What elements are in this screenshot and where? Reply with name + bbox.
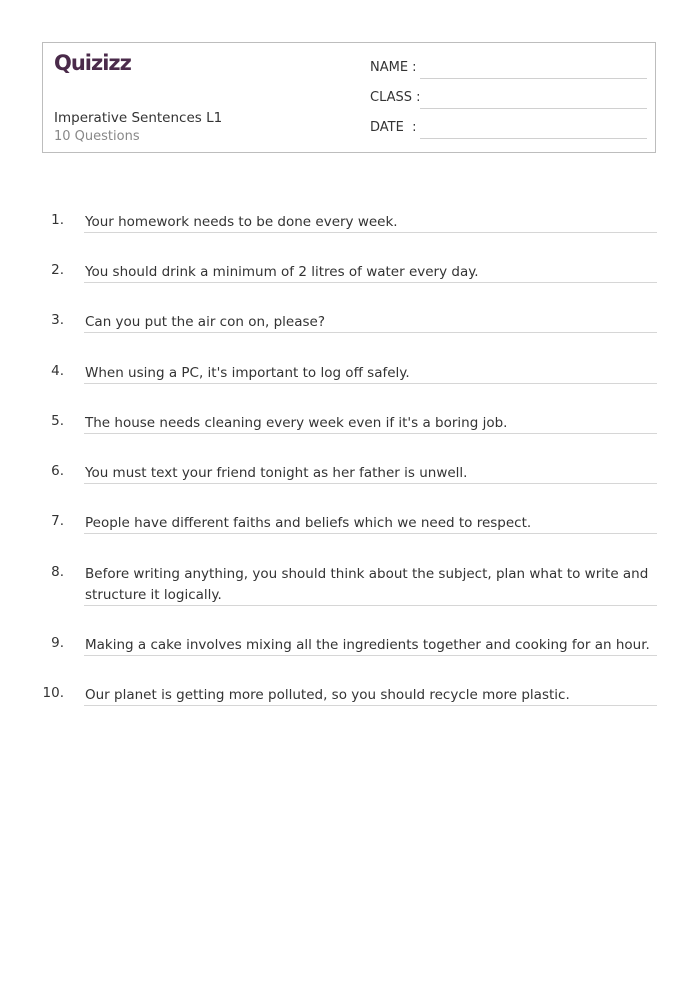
- question-number: 10.: [42, 685, 64, 701]
- date-label: DATE :: [370, 120, 417, 135]
- answer-line: [84, 332, 657, 333]
- question-text: Making a cake involves mixing all the ingredients together and cooking for an hour.: [85, 637, 650, 653]
- question-text: Our planet is getting more polluted, so you should recycle more plastic.: [85, 687, 570, 703]
- name-label: NAME :: [370, 60, 417, 75]
- question-text: People have different faiths and beliefs which we need to respect.: [85, 515, 532, 531]
- worksheet-title: Imperative Sentences L1: [54, 110, 223, 126]
- answer-line: [84, 705, 657, 706]
- date-line: [420, 138, 647, 139]
- name-line: [420, 78, 647, 79]
- answer-line: [84, 433, 657, 434]
- answer-line: [84, 533, 657, 534]
- answer-line: [84, 282, 657, 283]
- question-number: 5.: [51, 413, 64, 429]
- answer-line: [84, 232, 657, 233]
- question-number: 3.: [51, 312, 64, 328]
- question-number: 7.: [51, 513, 64, 529]
- question-number: 2.: [51, 262, 64, 278]
- quizizz-logo: Quizizz: [54, 51, 131, 75]
- question-number: 8.: [51, 564, 64, 580]
- worksheet-header: [42, 42, 656, 153]
- class-line: [420, 108, 647, 109]
- answer-line: [84, 383, 657, 384]
- question-text: You must text your friend tonight as her father is unwell.: [85, 465, 468, 481]
- question-number: 1.: [51, 212, 64, 228]
- name-field[interactable]: [370, 60, 647, 80]
- question-count: 10 Questions: [54, 129, 140, 144]
- question-text: Can you put the air con on, please?: [85, 314, 325, 330]
- question-number: 4.: [51, 363, 64, 379]
- question-text: Your homework needs to be done every week.: [85, 214, 398, 230]
- answer-line: [84, 655, 657, 656]
- class-field[interactable]: [370, 90, 647, 110]
- question-number: 6.: [51, 463, 64, 479]
- answer-line: [84, 483, 657, 484]
- question-number: 9.: [51, 635, 64, 651]
- question-text: You should drink a minimum of 2 litres of water every day.: [85, 264, 479, 280]
- answer-line: [84, 605, 657, 606]
- date-field[interactable]: [370, 120, 647, 140]
- question-text: The house needs cleaning every week even if it's a boring job.: [85, 415, 508, 431]
- question-text: When using a PC, it's important to log off safely.: [85, 365, 410, 381]
- class-label: CLASS :: [370, 90, 421, 105]
- question-text: Before writing anything, you should think about the subject, plan what to write and structure it logically.: [85, 566, 649, 603]
